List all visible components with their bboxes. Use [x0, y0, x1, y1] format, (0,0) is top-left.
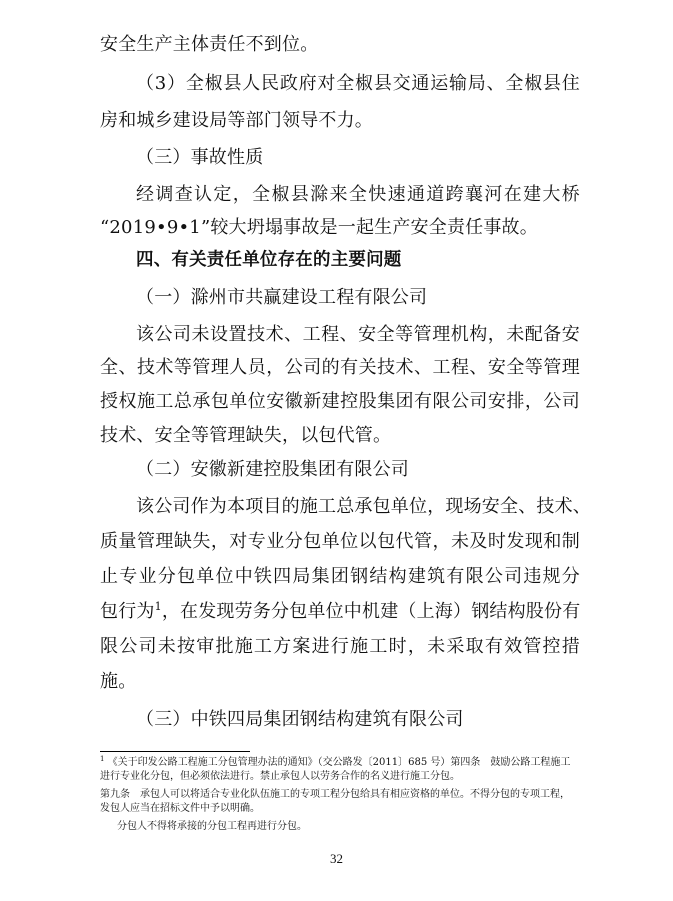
- paragraph-line: 该公司未设置技术、工程、安全等管理机构，未配备安: [136, 324, 580, 345]
- footnote-line: [100, 757, 580, 769]
- paragraph-text: 包行为: [100, 601, 155, 622]
- paragraph-line: 房和城乡建设局等部门领导不力。: [100, 110, 373, 131]
- paragraph-line: 该公司作为本项目的施工总承包单位，现场安全、技术、: [136, 496, 591, 517]
- paragraph-text: ，在发现劳务分包单位中机建（上海）钢结构股份有: [161, 601, 581, 622]
- paragraph-line: 限公司未按审批施工方案进行施工时，未采取有效管控措: [100, 636, 580, 657]
- footnote-line: 进行专业化分包，但必须依法进行。禁止承包人以劳务合作的名义进行施工分包。: [100, 771, 460, 782]
- footnote-line: 分包人不得将承接的分包工程再进行分包。: [117, 821, 307, 832]
- footnote-marker[interactable]: 1: [154, 600, 162, 613]
- paragraph-line: 技术、安全等管理缺失，以包代管。: [100, 425, 392, 446]
- paragraph-line: 经调查认定，全椒县滁来全快速通道跨襄河在建大桥: [136, 184, 580, 205]
- footnote-number: 1: [100, 755, 105, 763]
- paragraph-line: 授权施工总承包单位安徽新建控股集团有限公司安排，公司: [100, 391, 580, 412]
- section-heading: （三）中铁四局集团钢结构建筑有限公司: [136, 709, 464, 730]
- footnote-line: 第九条 承包人可以将适合专业化队伍施工的专项工程分包给具有相应资格的单位。不得分包的专项工程，: [100, 789, 570, 800]
- paragraph-line: 质量管理缺失，对专业分包单位以包代管，未及时发现和制: [100, 531, 580, 552]
- section-heading: （三）事故性质: [136, 147, 264, 168]
- page-number: 32: [330, 851, 343, 866]
- section-heading: （一）滁州市共赢建设工程有限公司: [136, 287, 428, 308]
- paragraph-line: 安全生产主体责任不到位。: [100, 34, 319, 55]
- paragraph-line: 全、技术等管理人员，公司的有关技术、工程、安全等管理: [100, 357, 580, 378]
- paragraph-line: 施。: [100, 671, 137, 692]
- footnote-text: 《关于印发公路工程施工分包管理办法的通知》（交公路发〔2011〕685 号）第四条 鼓励公路工程施工: [107, 757, 571, 768]
- paragraph-line: （3）全椒县人民政府对全椒县交通运输局、全椒县住: [136, 73, 580, 94]
- chapter-heading: 四、有关责任单位存在的主要问题: [136, 250, 402, 270]
- footnote-line: 发包人应当在招标文件中予以明确。: [100, 803, 260, 814]
- paragraph-line: [100, 602, 580, 622]
- footnote-divider: [100, 751, 250, 752]
- section-heading: （二）安徽新建控股集团有限公司: [136, 459, 409, 480]
- paragraph-line: 止专业分包单位中铁四局集团钢结构建筑有限公司违规分: [100, 566, 580, 587]
- paragraph-line: “2019•9•1”较大坍塌事故是一起生产安全责任事故。: [100, 217, 538, 238]
